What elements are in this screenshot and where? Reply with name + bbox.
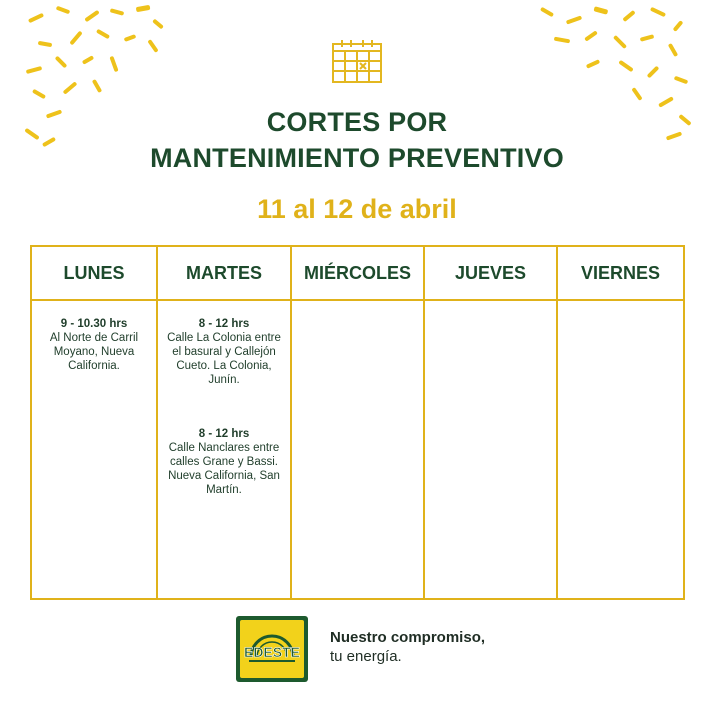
entry-location: Al Norte de Carril Moyano, Nueva California. — [49, 332, 139, 372]
entry-location: Calle Nanclares entre calles Grane y Bassi. Nueva California, San Martín. — [168, 442, 280, 496]
day-column-viernes — [558, 301, 683, 598]
slogan-line-2: tu energía. — [330, 648, 402, 665]
day-header-lunes: LUNES — [32, 247, 158, 301]
calendar-icon — [331, 38, 383, 84]
title-line-2: MANTENIMIENTO PREVENTIVO — [150, 143, 564, 173]
day-column-lunes — [32, 301, 158, 598]
title-line-1: CORTES POR — [266, 107, 448, 137]
day-column-miercoles — [292, 301, 425, 598]
logo-text: EDESTE — [243, 644, 301, 660]
day-header-martes: MARTES — [158, 247, 292, 301]
page-title — [0, 104, 714, 176]
schedule-table — [30, 245, 685, 600]
entry-time: 9 - 10.30 hrs — [60, 318, 128, 330]
day-column-martes — [158, 301, 292, 598]
entry-time: 8 - 12 hrs — [198, 318, 250, 330]
day-header-miercoles: MIÉRCOLES — [292, 247, 425, 301]
date-range: 11 al 12 de abril — [257, 194, 457, 224]
outage-entry — [38, 317, 150, 373]
slogan-line-1: Nuestro compromiso, — [330, 629, 486, 646]
day-header-viernes: VIERNES — [558, 247, 683, 301]
outage-entry — [164, 317, 284, 387]
day-column-jueves — [425, 301, 558, 598]
entry-location: Calle La Colonia entre el basural y Callejón Cueto. La Colonia, Junín. — [167, 332, 281, 386]
slogan — [330, 628, 485, 666]
outage-entry — [164, 427, 284, 497]
entry-time: 8 - 12 hrs — [198, 428, 250, 440]
day-header-jueves: JUEVES — [425, 247, 558, 301]
edeste-logo — [235, 615, 309, 683]
